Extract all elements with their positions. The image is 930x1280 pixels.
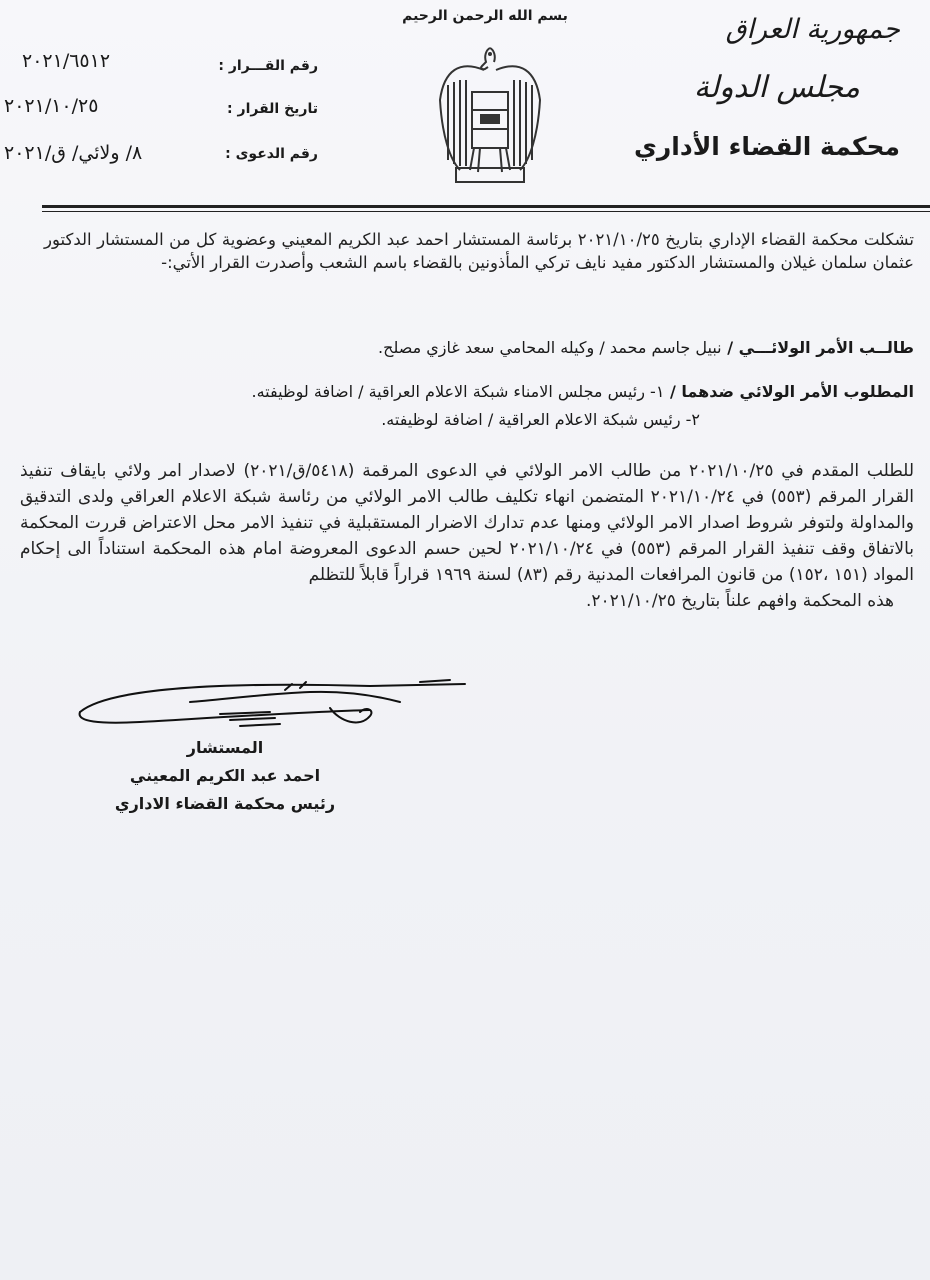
case-number-label: رقم الدعوى : (225, 146, 318, 162)
org-name-line1: جمهورية العراق (725, 14, 900, 45)
decision-paragraph (20, 458, 914, 614)
handwritten-signature-icon (70, 672, 480, 742)
respondent-2-line (381, 410, 700, 429)
signer-position: رئيس محكمة القضاء الاداري (114, 794, 336, 813)
decision-date-label: تاريخ القرار : (227, 101, 318, 117)
header-divider-thin (42, 211, 930, 212)
signature-block (90, 734, 360, 818)
case-number-value: ٨/ ولائي/ ق/٢٠٢١ (4, 142, 143, 164)
decision-date-value: ٢٠٢١/١٠/٢٥ (4, 95, 99, 117)
respondent-2: ٢- رئيس شبكة الاعلام العراقية / اضافة لوظيفته. (381, 410, 700, 429)
org-name-line3: محكمة القضاء الأداري (633, 132, 900, 161)
respondents-line (252, 382, 914, 401)
signer-name: احمد عبد الكريم المعيني (129, 766, 321, 785)
respondents-label: المطلوب الأمر الولائي ضدهما / (670, 382, 914, 401)
applicant-value: نبيل جاسم محمد / وكيله المحامي سعد غازي مصلح. (378, 338, 722, 357)
applicant-line (378, 338, 914, 357)
decision-number-value: ٢٠٢١/٦٥١٢ (22, 50, 111, 72)
decision-number-label: رقم القـــرار : (218, 58, 318, 74)
decision-last-line: هذه المحكمة وافهم علناً بتاريخ ٢٠٢١/١٠/٢٥. (585, 591, 894, 611)
basmala: بسم الله الرحمن الرحيم (402, 8, 568, 24)
respondent-1: ١- رئيس مجلس الامناء شبكة الاعلام العراقية / اضافة لوظيفته. (251, 382, 665, 401)
header-divider-thick (42, 205, 930, 208)
decision-text: للطلب المقدم في ٢٠٢١/١٠/٢٥ من طالب الامر الولائي في الدعوى المرقمة (٥٤١٨/ق/٢٠٢١) لاصدار امر ولائي بايقاف تنفيذ القرار المرقم (٥٥٣) في ٢٠٢١/١٠/٢٤ المتضمن انهاء تكليف طالب الامر الولائي من رئاسة شبكة الاعلام العراقي ولدى التدقيق والمداولة ولتوفر شروط اصدار الامر الولائي ومنها عدم تدارك الاضرار المستقبلية في تنفيذ الامر محل الاعتراض قررت المحكمة بالاتفاق وقف تنفيذ القرار المرقم (٥٥٣) في ٢٠٢١/١٠/٢٤ لحين حسم الدعوى المعروضة امام هذه المحكمة استناداً الى إحكام المواد (١٥١ ،١٥٢) من قانون المرافعات المدنية رقم (٨٣) لسنة ١٩٦٩ قراراً قابلاً للتظلم (20, 461, 914, 585)
iraq-eagle-emblem-icon (430, 40, 550, 190)
applicant-label: طالــب الأمر الولائـــي / (727, 338, 914, 357)
signer-title: المستشار (186, 738, 264, 757)
org-name-line2: مجلس الدولة (693, 70, 860, 105)
intro-paragraph: تشكلت محكمة القضاء الإداري بتاريخ ٢٠٢١/١٠/٢٥ برئاسة المستشار احمد عبد الكريم المعيني وعضوية كل من المستشار الدكتور عثمان سلمان غيلان والمستشار الدكتور مفيد نايف تركي المأذونين بالقضاء باسم الشعب وأصدرت القرار الأتي:- (44, 230, 914, 272)
